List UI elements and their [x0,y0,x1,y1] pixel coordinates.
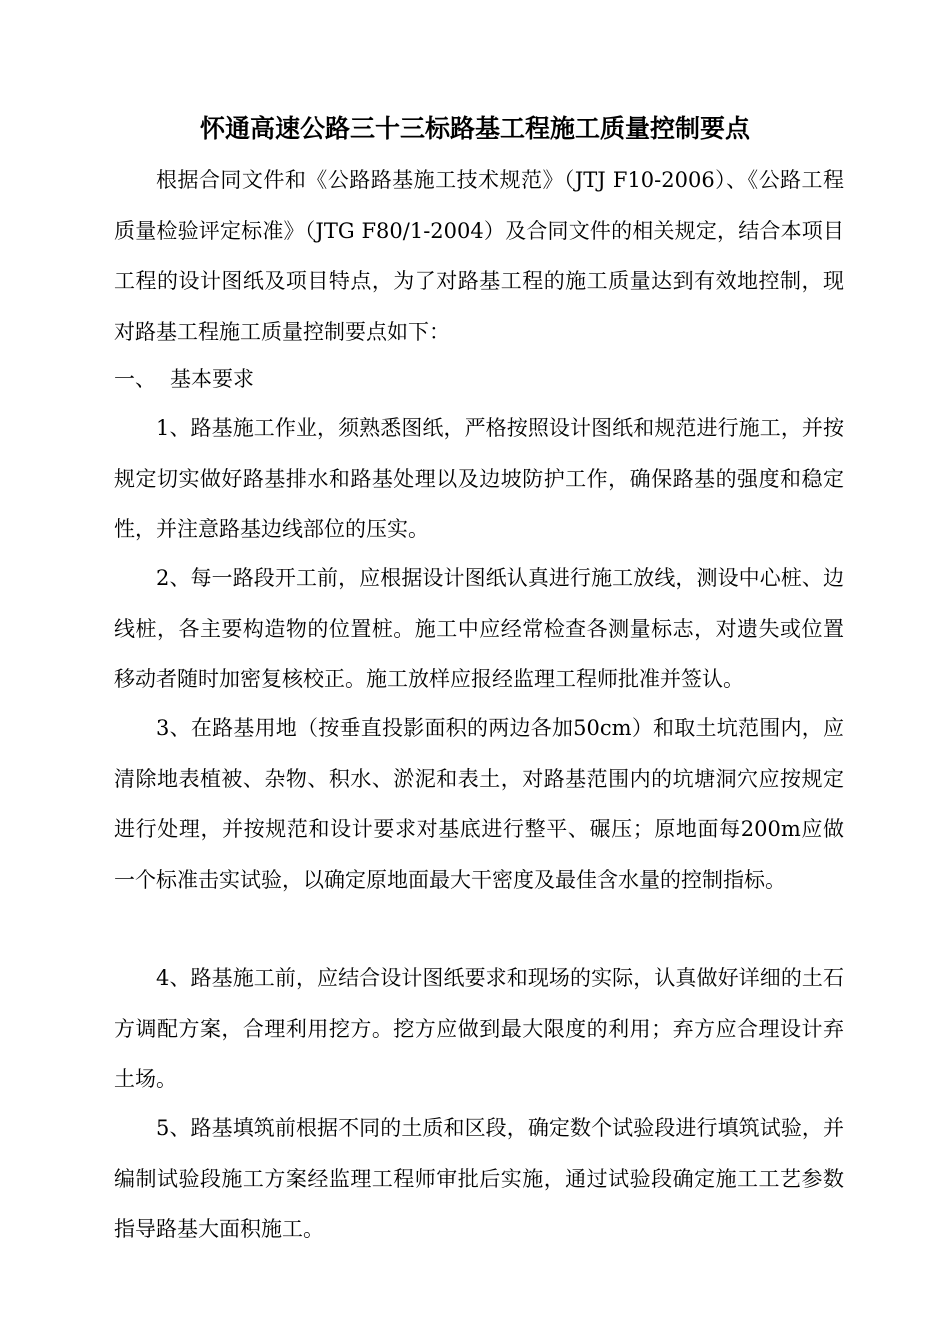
section-number: 一、 [114,367,156,391]
requirement-item-2: 2、每一路段开工前，应根据设计图纸认真进行施工放线，测设中心桩、边线桩，各主要构造物的位置桩。施工中应经常检查各测量标志，对遗失或位置移动者随时加密复核校正。施工放样应报经监理工程师批准并签认。 [114,566,844,691]
section-heading [114,354,844,405]
requirement-item-1: 1、路基施工作业，须熟悉图纸，严格按照设计图纸和规范进行施工，并按规定切实做好路基排水和路基处理以及边坡防护工作，确保路基的强度和稳定性，并注意路基边线部位的压实。 [114,416,844,541]
requirement-item-4: 4、路基施工前，应结合设计图纸要求和现场的实际，认真做好详细的土石方调配方案，合理利用挖方。挖方应做到最大限度的利用；弃方应合理设计弃土场。 [114,966,844,1091]
requirement-item-3: 3、在路基用地（按垂直投影面积的两边各加50cm）和取土坑范围内，应清除地表植被、杂物、积水、淤泥和表土，对路基范围内的坑塘洞穴应按规定进行处理，并按规范和设计要求对基底进行整平、碾压；原地面每200m应做一个标准击实试验，以确定原地面最大干密度及最佳含水量的控制指标。 [114,716,844,892]
section-heading-text: 基本要求 [170,367,254,391]
requirement-item-5: 5、路基填筑前根据不同的土质和区段，确定数个试验段进行填筑试验，并编制试验段施工方案经监理工程师审批后实施，通过试验段确定施工工艺参数指导路基大面积施工。 [114,1116,844,1241]
intro-paragraph: 根据合同文件和《公路路基施工技术规范》（JTJ F10-2006）、《公路工程质量检验评定标准》（JTG F80/1-2004）及合同文件的相关规定，结合本项目工程的设计图纸及项目特点，为了对路基工程的施工质量达到有效地控制，现对路基工程施工质量控制要点如下： [114,168,844,344]
document-title: 怀通高速公路三十三标路基工程施工质量控制要点 [199,114,750,143]
